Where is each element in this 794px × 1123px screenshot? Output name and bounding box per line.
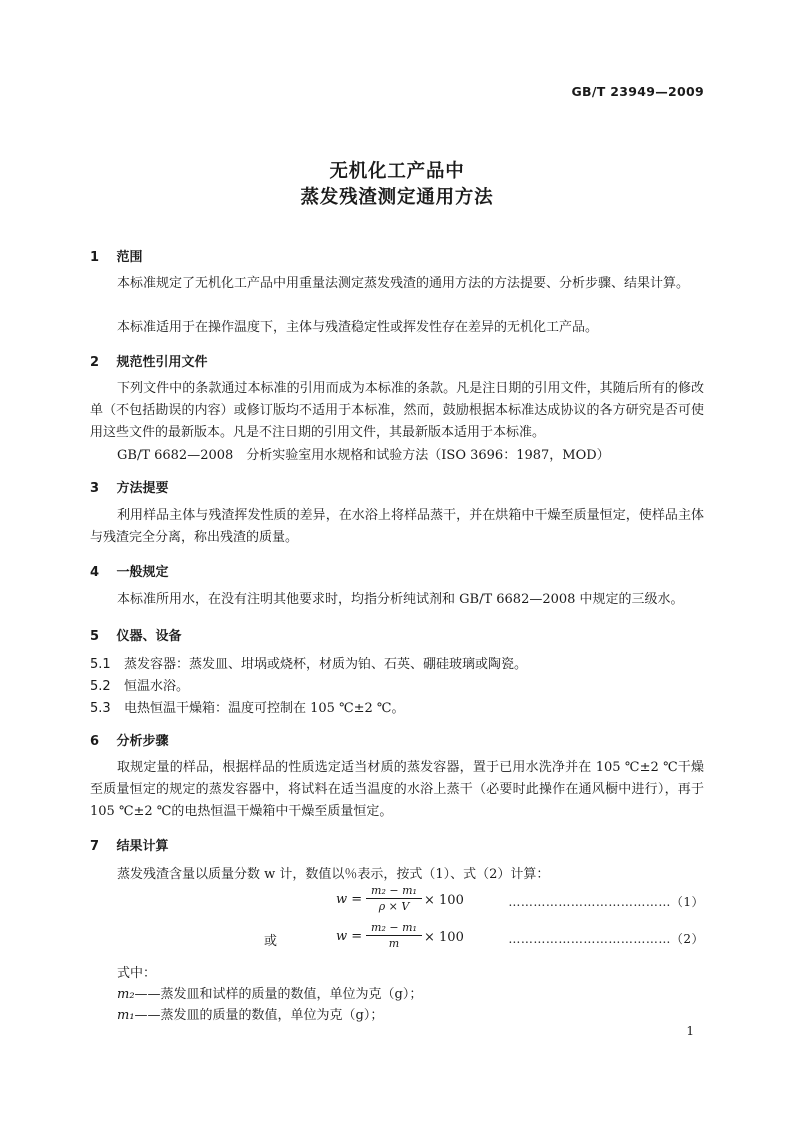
section-number: 7 [90,839,100,854]
clause-text: 蒸发容器：蒸发皿、坩埚或烧杯，材质为铂、石英、硼硅玻璃或陶瓷。 [124,657,528,672]
where-label: 式中： [117,966,157,981]
equation-2-fraction [366,921,422,950]
section-number: 4 [90,565,100,580]
variable-definition [117,1004,383,1023]
clause-text: 恒温水浴。 [124,679,190,694]
equation-1-number: …………………………………（1） [508,895,704,909]
section-3-para-1: 利用样品主体与残渣挥发性质的差异，在水浴上将样品蒸干，并在烘箱中干燥至质量恒定，使样品主体与残渣完全分离，称出残渣的质量。 [90,508,704,545]
title-line-2: 蒸发残渣测定通用方法 [300,187,494,208]
section-1-para-1: 本标准规定了无机化工产品中用重量法测定蒸发残渣的通用方法的方法提要、分析步骤、结果计算。 [117,276,690,291]
variable-description: ——蒸发皿的质量的数值，单位为克（g）； [134,1008,384,1023]
clause-text: 电热恒温干燥箱：温度可控制在 105 ℃±2 ℃。 [124,701,405,716]
variable-symbol: m₁ [117,1008,135,1023]
page-number: 1 [686,1024,694,1038]
section-title: 分析步骤 [116,734,169,749]
section-2-para-1: 下列文件中的条款通过本标准的引用而成为本标准的条款。凡是注日期的引用文件，其随后所有的修改单（不包括勘误的内容）或修订版均不适用于本标准，然而，鼓励根据本标准达成协议的各方研究是否可使用这些文件的最新版本。凡是不注日期的引用文件，其最新版本适用于本标准。 [90,381,704,440]
section-6-para-1: 取规定量的样品，根据样品的性质选定适当材质的蒸发容器，置于已用水洗净并在 105 ℃±2 ℃干燥至质量恒定的规定的蒸发容器中，将试料在适当温度的水浴上蒸干（必要时此操作在通风橱中进行），再于 105 ℃±2 ℃的电热恒温干燥箱中干燥至质量恒定。 [90,760,704,819]
equation-1-tail: × 100 [424,893,464,908]
section-title: 方法提要 [116,481,169,496]
equation-2-denominator: m [388,937,400,950]
section-number: 6 [90,734,100,749]
section-7-heading [90,835,169,854]
variable-symbol: m₂ [117,987,135,1002]
section-number: 1 [90,250,100,265]
section-title: 范围 [116,250,143,265]
variable-description: ——蒸发皿和试样的质量的数值，单位为克（g）； [134,987,423,1002]
section-2-heading [90,351,208,370]
section-5-heading [90,625,182,644]
section-number: 3 [90,481,100,496]
clause-number: 5.3 [90,701,111,716]
variable-definition [117,983,422,1002]
title-line-1: 无机化工产品中 [329,161,465,182]
fraction-bar [366,898,422,899]
section-1-heading [90,246,143,265]
equation-2-numerator: m₂ − m₁ [371,921,417,934]
section-number: 2 [90,355,100,370]
section-4-heading [90,561,169,580]
standard-number: GB/T 23949—2009 [571,84,704,99]
section-4-para-1: 本标准所用水，在没有注明其他要求时，均指分析纯试剂和 GB/T 6682—2008 中规定的三级水。 [117,592,684,607]
equation-1-denominator: ρ × V [378,900,410,913]
equation-2-lhs: w = [336,929,363,944]
section-1-para-2: 本标准适用于在操作温度下，主体与残渣稳定性或挥发性存在差异的无机化工产品。 [117,320,599,335]
section-title: 仪器、设备 [116,629,182,644]
equation-1-lhs: w = [336,892,363,907]
equation-1-fraction [366,884,422,913]
equation-1-numerator: m₂ − m₁ [371,884,417,897]
formula-intro: 蒸发残渣含量以质量分数 w 计，数值以％表示，按式（1）、式（2）计算： [117,867,550,882]
fraction-bar [366,935,422,936]
section-6-heading [90,730,169,749]
clause-5-2 [90,675,189,694]
clause-5-1 [90,653,527,672]
clause-number: 5.2 [90,679,111,694]
section-title: 一般规定 [116,565,169,580]
equation-2-tail: × 100 [424,930,464,945]
section-title: 规范性引用文件 [116,355,208,370]
clause-5-3 [90,697,404,716]
equation-2-or: 或 [264,934,278,949]
normative-reference: GB/T 6682—2008 分析实验室用水规格和试验方法（ISO 3696：1987，MOD） [117,448,610,463]
section-3-heading [90,477,169,496]
section-title: 结果计算 [116,839,169,854]
clause-number: 5.1 [90,657,111,672]
equation-2-number: …………………………………（2） [508,932,704,946]
section-number: 5 [90,629,100,644]
